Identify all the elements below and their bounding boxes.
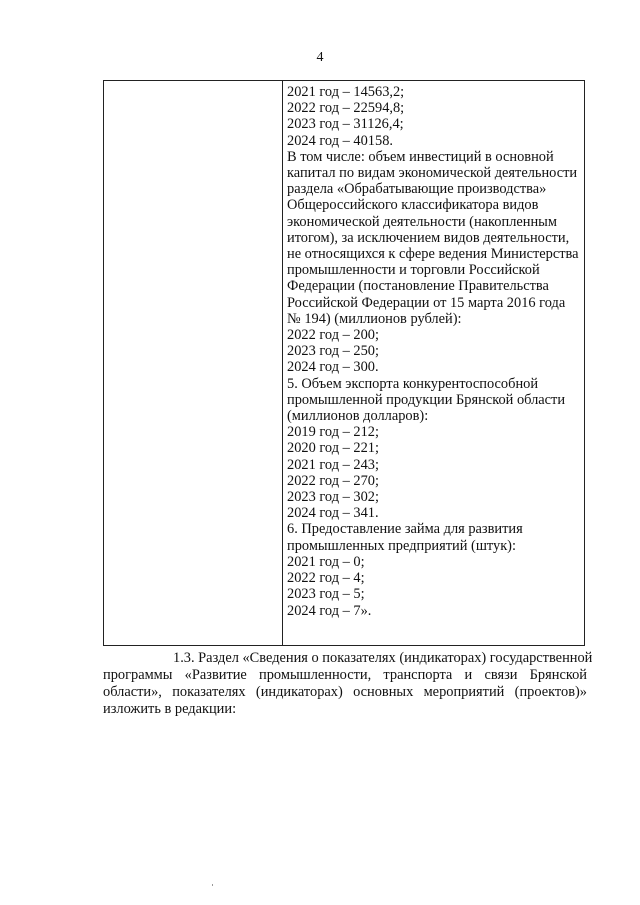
table-line: 2024 год – 341. bbox=[287, 505, 379, 522]
table-line: 2021 год – 14563,2; bbox=[287, 84, 405, 100]
indicator-table bbox=[103, 80, 585, 646]
table-line: 2020 год – 221; bbox=[287, 440, 379, 457]
table-line: № 194) (миллионов рублей): bbox=[287, 310, 462, 327]
table-line: капитал по видам экономической деятельности bbox=[287, 165, 578, 182]
table-line: не относящихся к сфере ведения Министерства bbox=[287, 246, 579, 263]
table-line: 2019 год – 212; bbox=[287, 424, 379, 441]
table-right-column bbox=[287, 84, 580, 619]
paragraph-line: программы «Развитие промышленности, транспорта и связи Брянской bbox=[103, 667, 587, 683]
table-line: промышленных предприятий (штук): bbox=[287, 537, 516, 554]
table-line: 2022 год – 22594,8; bbox=[287, 100, 405, 117]
table-line: (миллионов долларов): bbox=[287, 408, 429, 425]
table-left-column bbox=[104, 81, 283, 645]
table-line: 5. Объем экспорта конкурентоспособной bbox=[287, 375, 539, 392]
table-line: 2021 год – 243; bbox=[287, 456, 379, 473]
table-line: Федерации (постановление Правительства bbox=[287, 278, 549, 295]
section-1-3-paragraph bbox=[103, 650, 593, 718]
table-line: 6. Предоставление займа для развития bbox=[287, 521, 523, 538]
table-line: 2022 год – 4; bbox=[287, 570, 365, 587]
table-line: 2023 год – 31126,4; bbox=[287, 116, 404, 133]
table-line: 2024 год – 40158. bbox=[287, 132, 393, 149]
paragraph-line: 1.3. Раздел «Сведения о показателях (индикаторах) государственной bbox=[173, 650, 593, 666]
table-line: Общероссийского классификатора видов bbox=[287, 197, 539, 214]
table-line: Российской Федерации от 15 марта 2016 года bbox=[287, 294, 566, 311]
table-line: итогом), за исключением видов деятельности, bbox=[287, 229, 570, 246]
table-line: 2023 год – 302; bbox=[287, 489, 379, 506]
table-line: 2024 год – 7». bbox=[287, 602, 372, 619]
table-line: 2024 год – 300. bbox=[287, 359, 379, 376]
paragraph-line: изложить в редакции: bbox=[103, 701, 237, 717]
page-number: 4 bbox=[316, 50, 324, 65]
table-line: 2022 год – 270; bbox=[287, 472, 379, 489]
table-line: 2023 год – 5; bbox=[287, 586, 365, 603]
table-line: раздела «Обрабатывающие производства» bbox=[287, 181, 547, 198]
scan-speck bbox=[212, 884, 213, 886]
table-line: промышленности и торговли Российской bbox=[287, 262, 540, 279]
table-line: В том числе: объем инвестиций в основной bbox=[287, 148, 554, 165]
table-line: экономической деятельности (накопленным bbox=[287, 213, 557, 230]
table-line: промышленной продукции Брянской области bbox=[287, 391, 566, 408]
table-line: 2022 год – 200; bbox=[287, 327, 379, 344]
table-line: 2023 год – 250; bbox=[287, 343, 379, 360]
paragraph-line: области», показателях (индикаторах) основных мероприятий (проектов)» bbox=[103, 684, 587, 700]
table-line: 2021 год – 0; bbox=[287, 553, 365, 570]
